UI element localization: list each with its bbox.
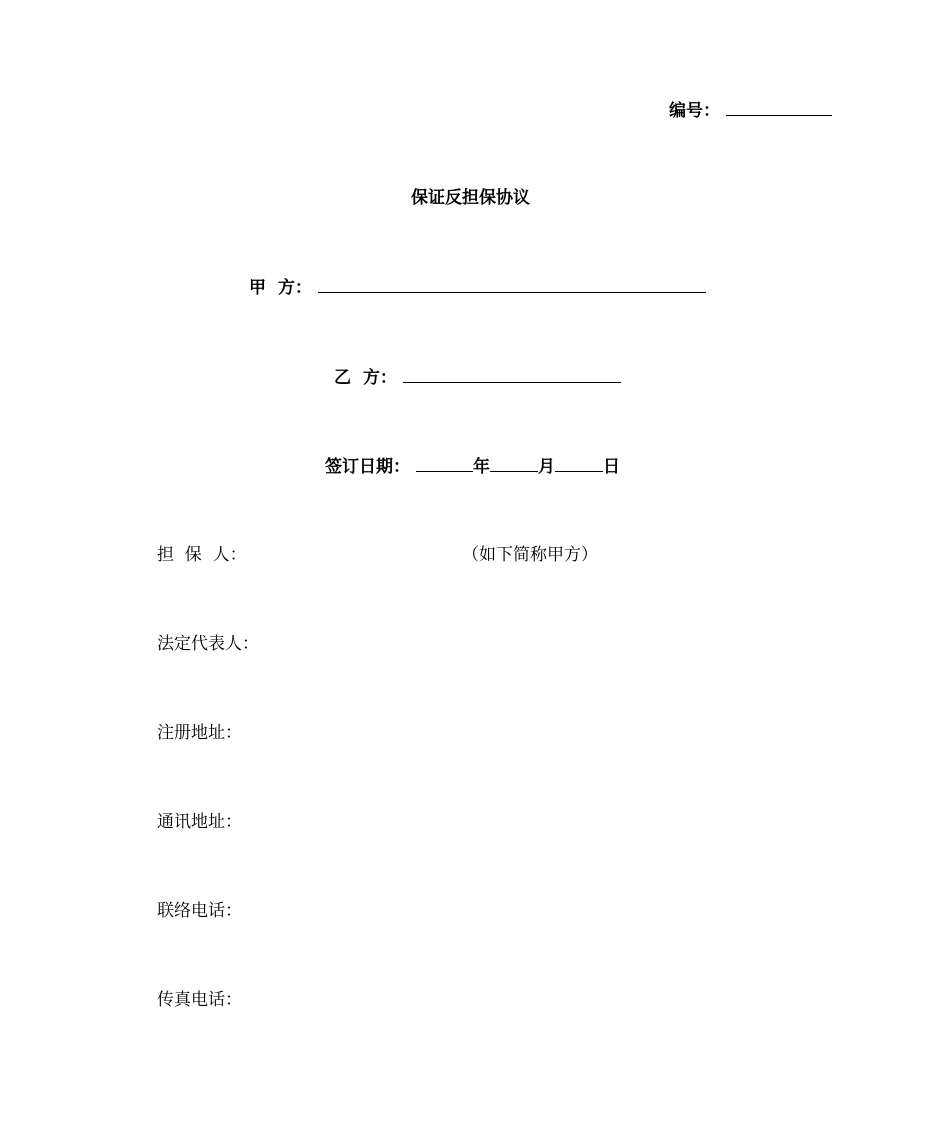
guarantor-label: 担 保 人：: [157, 545, 247, 565]
legal-representative-label: 法定代表人：: [157, 634, 259, 654]
sign-date-line: [325, 455, 620, 478]
contact-phone-label: 联络电话：: [157, 901, 242, 921]
party-a-blank: [318, 276, 706, 293]
document-number-line: [669, 99, 832, 122]
party-b-label: 乙 方：: [334, 368, 397, 388]
day-label: 日: [603, 457, 620, 477]
day-blank: [555, 455, 603, 472]
month-blank: [490, 455, 538, 472]
year-blank: [416, 455, 473, 472]
sign-date-label: 签订日期：: [325, 457, 410, 477]
month-label: 月: [538, 457, 555, 477]
party-a-label: 甲 方：: [249, 278, 312, 298]
fax-phone-label: 传真电话：: [157, 990, 242, 1010]
document-title: 保证反担保协议: [411, 188, 530, 208]
mailing-address-label: 通讯地址：: [157, 812, 242, 832]
party-b-line: [334, 366, 621, 389]
guarantor-note: （如下简称甲方）: [462, 545, 598, 565]
party-b-blank: [403, 366, 621, 383]
year-label: 年: [473, 457, 490, 477]
registered-address-label: 注册地址：: [157, 723, 242, 743]
party-a-line: [249, 276, 706, 299]
document-number-label: 编号：: [669, 101, 720, 121]
document-number-blank: [726, 99, 832, 116]
